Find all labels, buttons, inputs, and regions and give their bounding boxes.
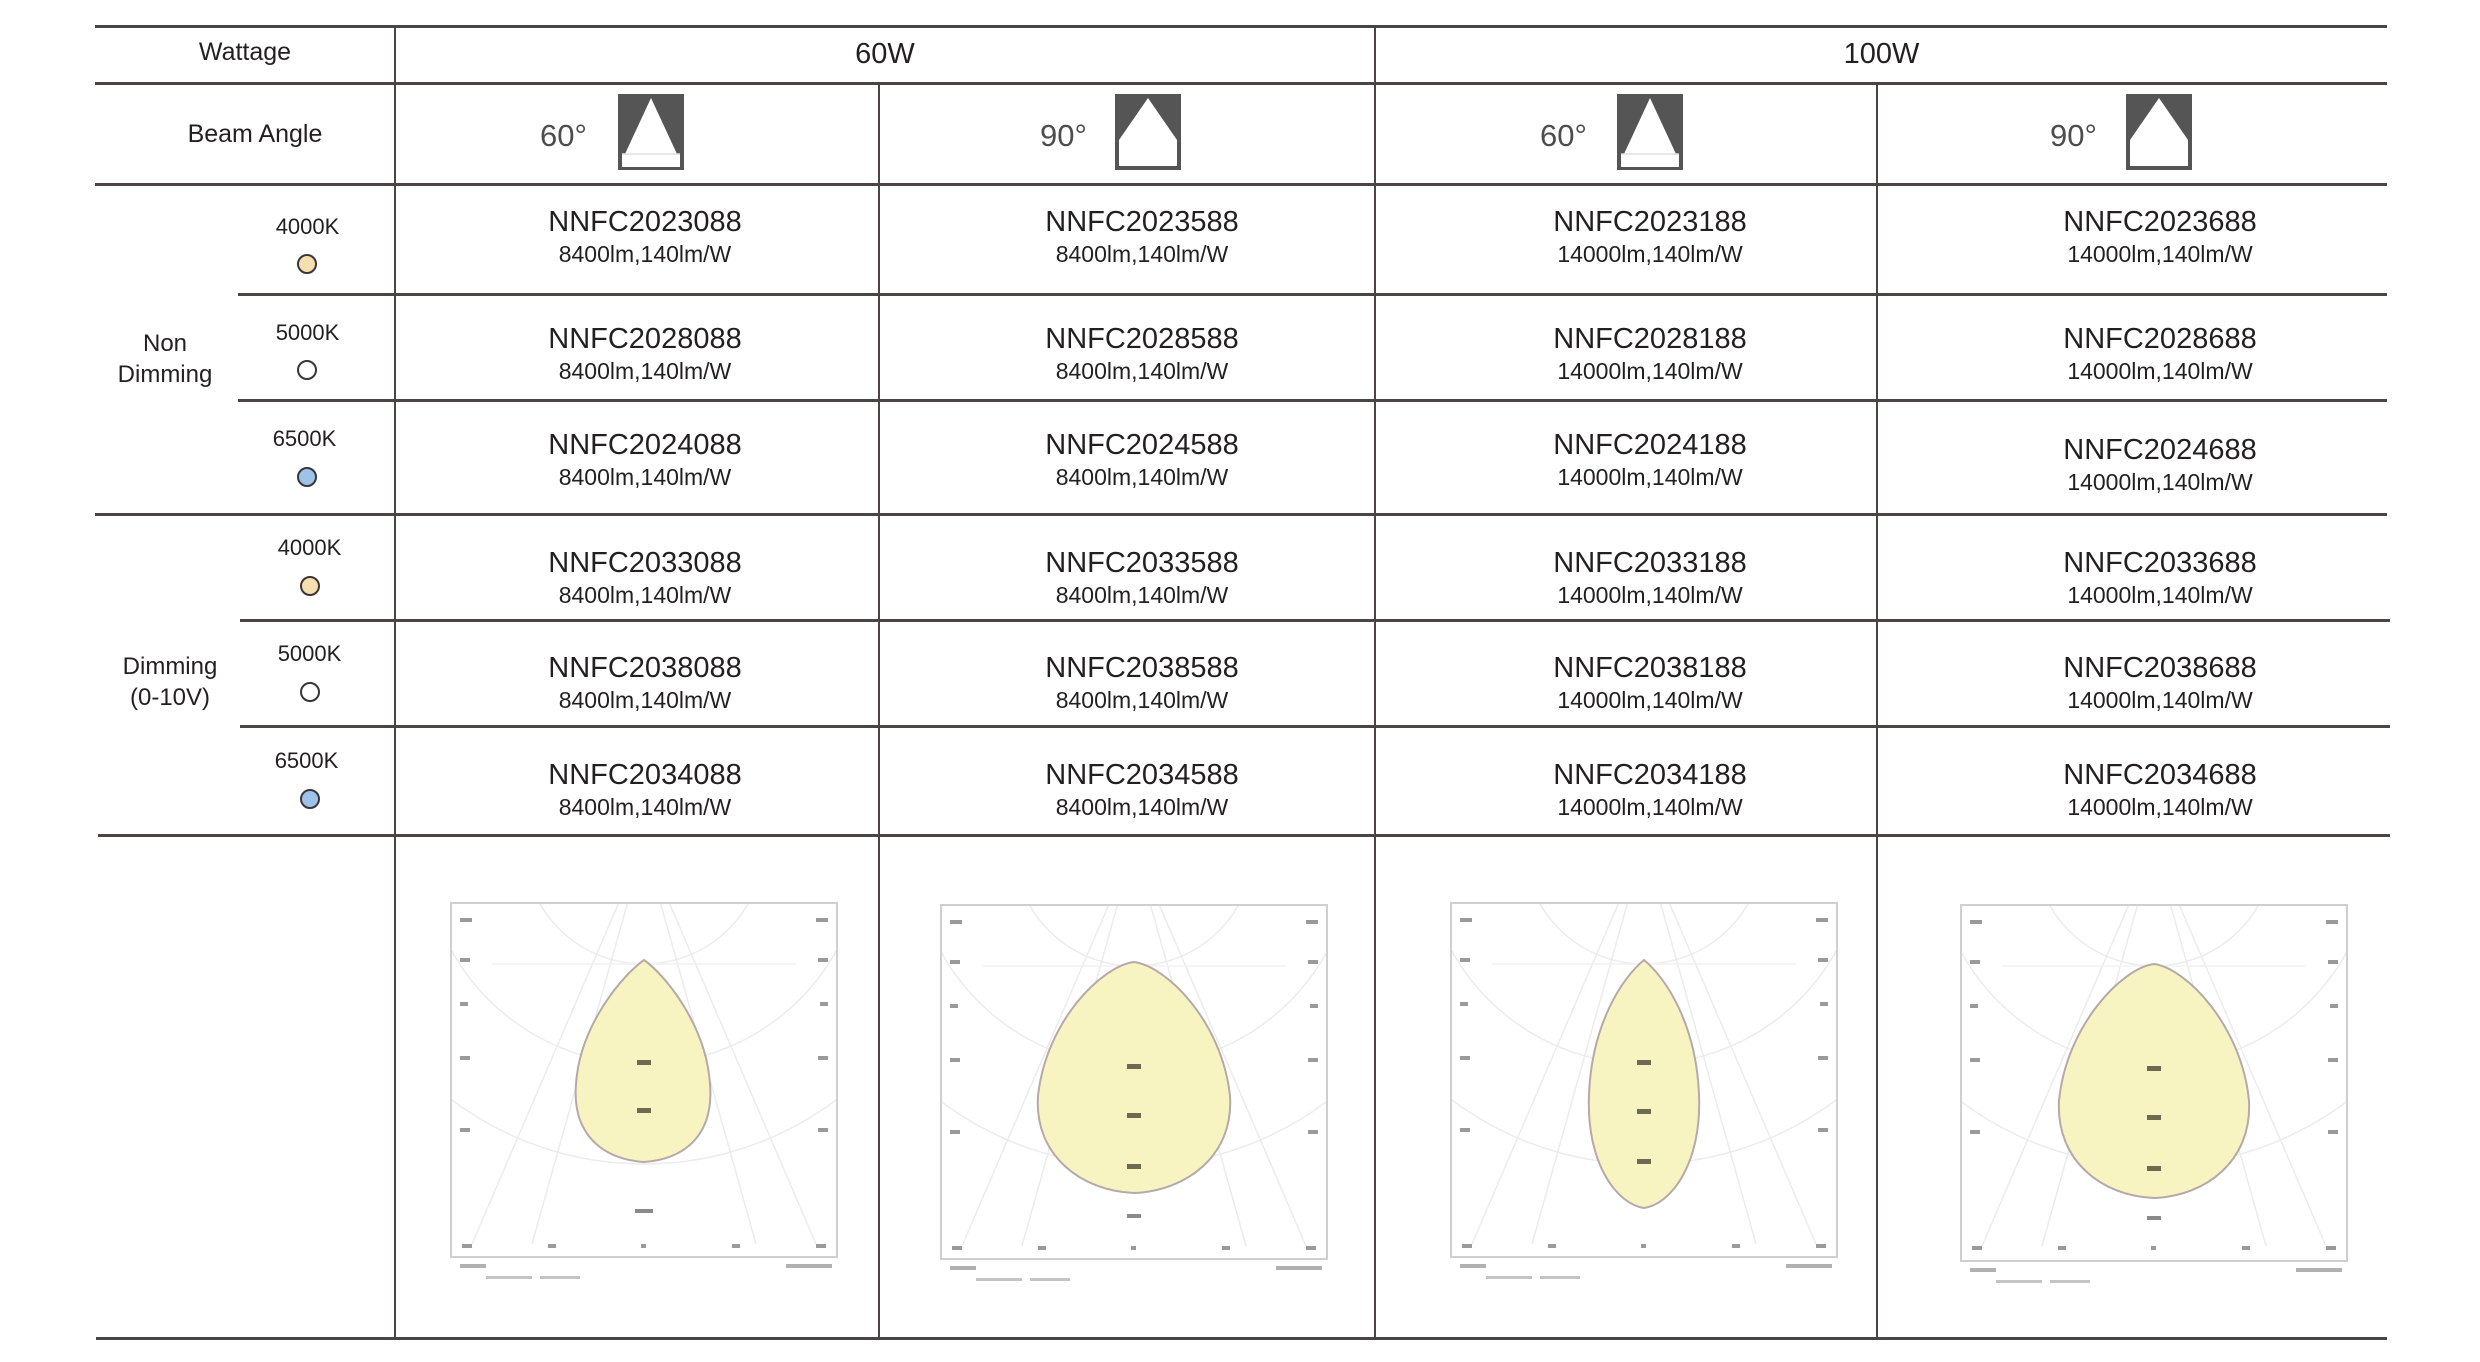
product-cell xyxy=(922,322,1362,386)
product-spec: 8400lm,140lm/W xyxy=(1055,794,1229,820)
wattage-header-label: Wattage xyxy=(198,38,292,66)
product-spec: 8400lm,140lm/W xyxy=(558,794,732,820)
product-spec: 8400lm,140lm/W xyxy=(558,464,732,490)
chart-legend-icon xyxy=(946,1264,1326,1290)
wattage-60w: 60W xyxy=(855,38,915,70)
color-swatch-4000k-icon xyxy=(297,254,317,274)
product-spec: 14000lm,140lm/W xyxy=(2067,687,2253,713)
product-cell xyxy=(922,428,1362,492)
product-cell xyxy=(922,205,1362,269)
product-cell xyxy=(425,546,865,610)
product-spec: 8400lm,140lm/W xyxy=(1055,582,1229,608)
polar-distribution-60-icon xyxy=(1452,904,1836,1256)
product-code: NNFC2024688 xyxy=(2063,434,2257,466)
cct-label-6500k: 6500K xyxy=(274,748,339,773)
product-code: NNFC2034088 xyxy=(548,759,742,791)
polar-chart-100w-60deg xyxy=(1450,902,1838,1258)
product-code: NNFC2024088 xyxy=(548,429,742,461)
product-code: NNFC2034188 xyxy=(1553,759,1747,791)
product-code: NNFC2038688 xyxy=(2063,652,2257,684)
table-row-divider xyxy=(240,725,2390,728)
product-spec: 8400lm,140lm/W xyxy=(1055,687,1229,713)
product-spec: 14000lm,140lm/W xyxy=(2067,241,2253,267)
product-code: NNFC2038088 xyxy=(548,652,742,684)
table-row-divider-beam xyxy=(95,183,2387,186)
polar-chart-60w-60deg xyxy=(450,902,838,1258)
product-code: NNFC2038588 xyxy=(1045,652,1239,684)
product-spec: 14000lm,140lm/W xyxy=(1557,582,1743,608)
color-swatch-4000k-icon xyxy=(300,576,320,596)
table-group-divider xyxy=(95,513,2387,516)
product-spec: 8400lm,140lm/W xyxy=(558,687,732,713)
color-swatch-6500k-icon xyxy=(300,789,320,809)
product-code: NNFC2034588 xyxy=(1045,759,1239,791)
table-border-bottom xyxy=(96,1337,2387,1340)
table-row-divider xyxy=(238,293,2387,296)
product-cell xyxy=(922,546,1362,610)
cct-label-5000k: 5000K xyxy=(277,641,342,666)
product-code: NNFC2024188 xyxy=(1553,429,1747,461)
product-cell xyxy=(1940,322,2380,386)
col-divider-label xyxy=(394,25,396,1339)
table-row-divider-wattage xyxy=(95,82,2387,85)
product-cell xyxy=(922,651,1362,715)
product-cell xyxy=(1940,651,2380,715)
product-spec: 14000lm,140lm/W xyxy=(1557,464,1743,490)
wattage-100w: 100W xyxy=(1843,38,1920,70)
group-label-non-dimming xyxy=(100,328,230,390)
product-spec: 14000lm,140lm/W xyxy=(2067,794,2253,820)
polar-distribution-90-icon xyxy=(1962,906,2346,1260)
product-code: NNFC2023188 xyxy=(1553,206,1747,238)
product-cell xyxy=(1940,205,2380,269)
product-code: NNFC2024588 xyxy=(1045,429,1239,461)
color-swatch-5000k-icon xyxy=(297,360,317,380)
polar-chart-100w-90deg xyxy=(1960,904,2348,1262)
product-cell xyxy=(1430,322,1870,386)
product-cell xyxy=(425,758,865,822)
product-code: NNFC2033688 xyxy=(2063,547,2257,579)
polar-chart-60w-90deg xyxy=(940,904,1328,1260)
group-label-line: Dimming xyxy=(117,361,213,388)
beam-60-icon xyxy=(1617,94,1683,170)
product-spec: 14000lm,140lm/W xyxy=(1557,794,1743,820)
product-spec: 8400lm,140lm/W xyxy=(1055,241,1229,267)
product-spec: 14000lm,140lm/W xyxy=(2067,469,2253,495)
product-cell xyxy=(1430,205,1870,269)
cct-label-6500k: 6500K xyxy=(272,426,337,451)
table-row-divider xyxy=(240,619,2390,622)
col-divider-wattage xyxy=(1374,25,1376,1339)
product-spec: 14000lm,140lm/W xyxy=(2067,582,2253,608)
polar-distribution-90-icon xyxy=(942,906,1326,1258)
product-spec: 14000lm,140lm/W xyxy=(2067,358,2253,384)
col-divider-100w-beam xyxy=(1876,82,1878,1339)
beam-angle-header-label: Beam Angle xyxy=(187,120,323,148)
product-spec: 14000lm,140lm/W xyxy=(1557,358,1743,384)
beam-angle-label: 60° xyxy=(1540,118,1587,153)
product-cell xyxy=(425,205,865,269)
product-code: NNFC2034688 xyxy=(2063,759,2257,791)
chart-legend-icon xyxy=(1456,1262,1836,1288)
chart-legend-icon xyxy=(456,1262,836,1288)
product-spec: 14000lm,140lm/W xyxy=(1557,687,1743,713)
product-code: NNFC2028188 xyxy=(1553,323,1747,355)
beam-60-icon xyxy=(618,94,684,170)
product-cell xyxy=(425,428,865,492)
group-label-dimming xyxy=(105,651,235,713)
product-cell xyxy=(1940,433,2380,497)
product-spec: 8400lm,140lm/W xyxy=(1055,358,1229,384)
beam-90-icon xyxy=(2126,94,2192,170)
product-cell xyxy=(1940,546,2380,610)
product-code: NNFC2033188 xyxy=(1553,547,1747,579)
product-cell xyxy=(1430,758,1870,822)
col-divider-60w-beam xyxy=(878,82,880,1339)
product-code: NNFC2028588 xyxy=(1045,323,1239,355)
product-cell xyxy=(922,758,1362,822)
chart-legend-icon xyxy=(1966,1266,2346,1292)
beam-angle-label: 60° xyxy=(540,118,587,153)
product-spec: 8400lm,140lm/W xyxy=(558,358,732,384)
product-code: NNFC2028688 xyxy=(2063,323,2257,355)
table-group-divider xyxy=(98,834,2390,837)
beam-angle-label: 90° xyxy=(2050,118,2097,153)
product-code: NNFC2033088 xyxy=(548,547,742,579)
polar-distribution-60-icon xyxy=(452,904,836,1256)
product-cell xyxy=(425,322,865,386)
group-label-line: Non xyxy=(142,330,188,357)
product-code: NNFC2023588 xyxy=(1045,206,1239,238)
cct-label-5000k: 5000K xyxy=(275,320,340,345)
product-spec: 8400lm,140lm/W xyxy=(558,241,732,267)
cct-label-4000k: 4000K xyxy=(277,535,342,560)
color-swatch-6500k-icon xyxy=(297,467,317,487)
product-spec: 8400lm,140lm/W xyxy=(558,582,732,608)
product-code: NNFC2038188 xyxy=(1553,652,1747,684)
product-cell xyxy=(1430,651,1870,715)
table-border-top xyxy=(95,25,2387,28)
color-swatch-5000k-icon xyxy=(300,682,320,702)
product-cell xyxy=(1430,546,1870,610)
product-cell xyxy=(1430,428,1870,492)
product-spec: 8400lm,140lm/W xyxy=(1055,464,1229,490)
beam-90-icon xyxy=(1115,94,1181,170)
group-label-line: Dimming xyxy=(122,653,218,680)
table-row-divider xyxy=(238,399,2387,402)
product-code: NNFC2023688 xyxy=(2063,206,2257,238)
group-label-line: (0-10V) xyxy=(129,684,211,711)
cct-label-4000k: 4000K xyxy=(275,214,340,239)
product-code: NNFC2023088 xyxy=(548,206,742,238)
product-cell xyxy=(425,651,865,715)
product-code: NNFC2028088 xyxy=(548,323,742,355)
product-cell xyxy=(1940,758,2380,822)
product-spec: 14000lm,140lm/W xyxy=(1557,241,1743,267)
product-code: NNFC2033588 xyxy=(1045,547,1239,579)
beam-angle-label: 90° xyxy=(1040,118,1087,153)
